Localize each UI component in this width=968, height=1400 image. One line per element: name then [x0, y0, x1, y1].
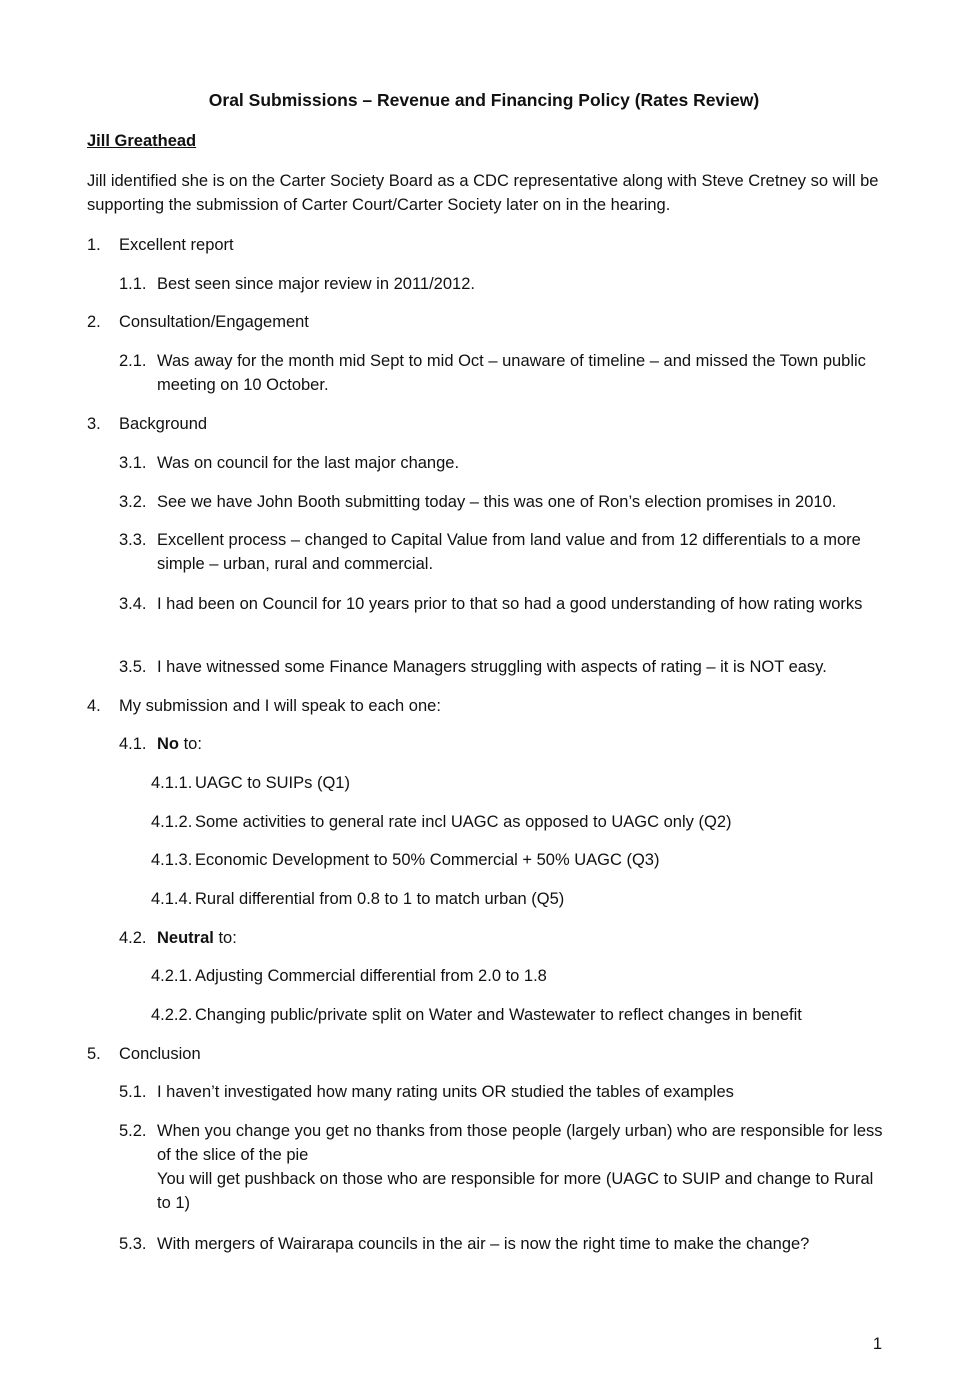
item-number: 3.4.	[119, 595, 147, 613]
item-text	[157, 926, 887, 950]
item-text: I haven’t investigated how many rating units OR studied the tables of examples	[157, 1083, 734, 1101]
item-text: Excellent report	[119, 236, 234, 254]
item-number: 3.3.	[119, 531, 147, 549]
emphasis-text: No	[157, 735, 179, 753]
item-number: 3.5.	[119, 658, 147, 676]
item-text: Rural differential from 0.8 to 1 to match urban (Q5)	[195, 890, 565, 908]
speaker-name: Jill Greathead	[87, 132, 197, 150]
item-number: 4.1.4.	[151, 890, 193, 908]
item-number: 4.2.1.	[151, 967, 193, 985]
item-text	[157, 732, 887, 756]
item-number: 5.2.	[119, 1122, 147, 1140]
item-number: 5.3.	[119, 1235, 147, 1253]
item-number: 2.	[87, 313, 101, 331]
item-text-line: When you change you get no thanks from those people (largely urban) who are responsible for less of the slice of the pie	[157, 1122, 883, 1164]
item-number: 4.1.3.	[151, 851, 193, 869]
item-number: 1.1.	[119, 275, 147, 293]
item-number: 4.2.	[119, 929, 147, 947]
item-number: 4.2.2.	[151, 1006, 193, 1024]
item-number: 3.1.	[119, 454, 147, 472]
item-text: I had been on Council for 10 years prior to that so had a good understanding of how rating works	[157, 595, 863, 613]
item-text: Changing public/private split on Water and Wastewater to reflect changes in benefit	[195, 1006, 802, 1024]
item-text: Best seen since major review in 2011/2012.	[157, 275, 475, 293]
item-text: Excellent process – changed to Capital Value from land value and from 12 differentials to a more simple – urban, rural and commercial.	[157, 531, 861, 573]
document-title: Oral Submissions – Revenue and Financing Policy (Rates Review)	[208, 90, 760, 110]
item-text: Some activities to general rate incl UAGC as opposed to UAGC only (Q2)	[195, 813, 732, 831]
item-number: 5.1.	[119, 1083, 147, 1101]
item-number: 4.	[87, 697, 101, 715]
item-number: 4.1.	[119, 735, 147, 753]
item-text: Background	[119, 415, 208, 433]
item-number: 2.1.	[119, 352, 147, 370]
item-text-rest: to:	[213, 929, 237, 947]
page-number: 1	[872, 1335, 882, 1353]
item-text: Economic Development to 50% Commercial + 50% UAGC (Q3)	[195, 851, 660, 869]
item-text: My submission and I will speak to each one:	[119, 697, 441, 715]
item-text: See we have John Booth submitting today – this was one of Ron’s election promises in 2010.	[157, 493, 837, 511]
item-text: Consultation/Engagement	[119, 313, 309, 331]
item-number: 4.1.1.	[151, 774, 193, 792]
intro-paragraph: Jill identified she is on the Carter Society Board as a CDC representative along with Steve Cretney so will be supporting the submission of Carter Court/Carter Society later on in the hearing.	[87, 172, 879, 214]
item-text-line: You will get pushback on those who are responsible for more (UAGC to SUIP and change to Rural to 1)	[157, 1170, 874, 1212]
item-number: 4.1.2.	[151, 813, 193, 831]
item-text: With mergers of Wairarapa councils in the air – is now the right time to make the change?	[157, 1235, 810, 1253]
item-text: Was away for the month mid Sept to mid Oct – unaware of timeline – and missed the Town public meeting on 10 October.	[157, 352, 866, 394]
item-number: 5.	[87, 1045, 101, 1063]
item-text: Adjusting Commercial differential from 2.0 to 1.8	[195, 967, 547, 985]
item-number: 1.	[87, 236, 101, 254]
item-number: 3.2.	[119, 493, 147, 511]
item-text-rest: to:	[179, 735, 202, 753]
item-text: I have witnessed some Finance Managers struggling with aspects of rating – it is NOT easy.	[157, 658, 827, 676]
item-text: Was on council for the last major change.	[157, 454, 460, 472]
emphasis-text: Neutral	[157, 929, 214, 947]
item-text: UAGC to SUIPs (Q1)	[195, 774, 350, 792]
item-text: Conclusion	[119, 1045, 201, 1063]
item-number: 3.	[87, 415, 101, 433]
item-text	[157, 1119, 887, 1215]
